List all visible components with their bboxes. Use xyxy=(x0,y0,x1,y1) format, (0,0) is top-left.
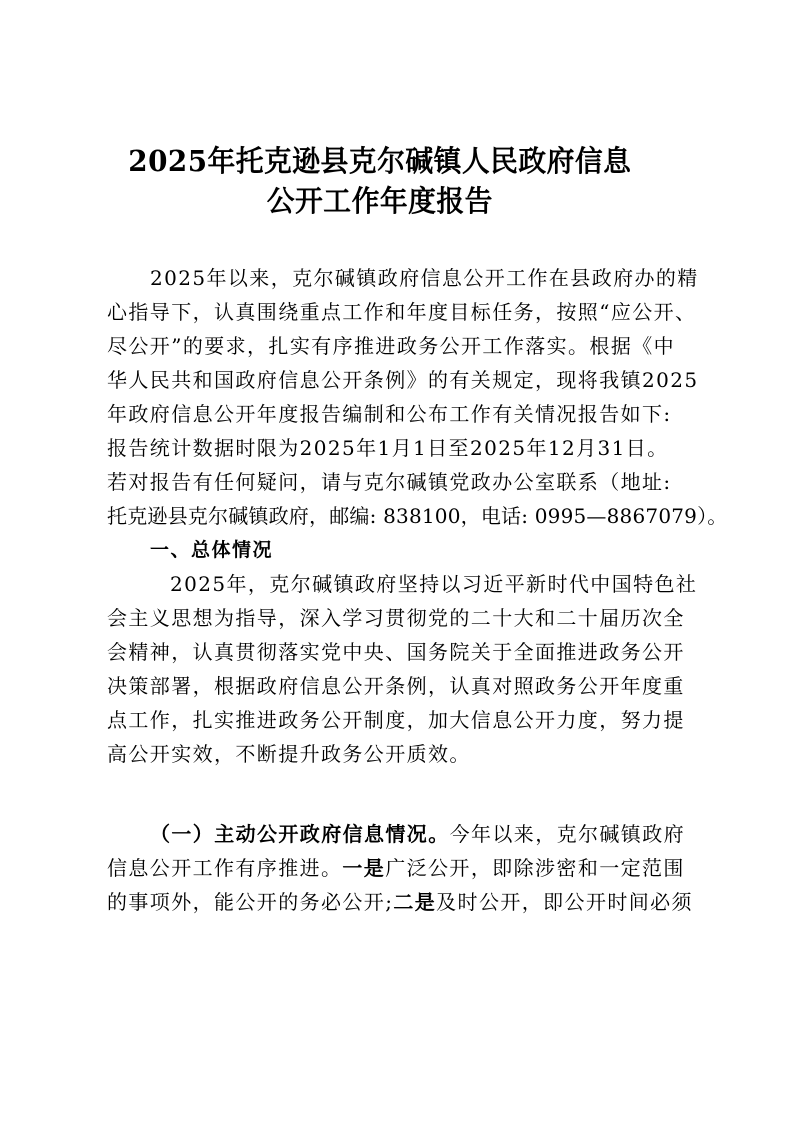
section-paragraph-line: 高公开实效，不断提升政务公开质效。 xyxy=(107,742,471,766)
document-title-line-2: 公开工作年度报告 xyxy=(266,184,493,218)
intro-paragraph-line: 若对报告有任何疑问，请与克尔碱镇党政办公室联系（地址: xyxy=(107,470,672,494)
subsection-text: 的事项外，能公开的务必公开; xyxy=(107,890,394,914)
intro-paragraph-line: 2025年以来，克尔碱镇政府信息公开工作在县政府办的精 xyxy=(150,266,699,290)
subsection-paragraph-line xyxy=(107,853,685,883)
subsection-text: 今年以来，克尔碱镇政府 xyxy=(449,822,686,846)
intro-paragraph-line: 年政府信息公开年度报告编制和公布工作有关情况报告如下: xyxy=(107,402,672,426)
section-paragraph-line: 会主义思想为指导，深入学习贯彻党的二十大和二十届历次全 xyxy=(107,606,685,630)
subsection-heading: （一）主动公开政府信息情况。 xyxy=(150,822,450,846)
intro-paragraph-line: 报告统计数据时限为2025年1月1日至2025年12月31日。 xyxy=(107,436,669,460)
intro-paragraph-line: 尽公开”的要求，扎实有序推进政务公开工作落实。根据《中 xyxy=(107,334,676,358)
section-paragraph-line: 点工作，扎实推进政务公开制度，加大信息公开力度，努力提 xyxy=(107,708,685,732)
intro-paragraph-line: 托克逊县克尔碱镇政府，邮编: 838100，电话: 0995—8867079）。 xyxy=(107,504,728,528)
subsection-text: 及时公开，即公开时间必须 xyxy=(436,890,693,914)
intro-paragraph-line: 华人民共和国政府信息公开条例》的有关规定，现将我镇2025 xyxy=(107,368,699,392)
subsection-text: 广泛公开，即除涉密和一定范围 xyxy=(385,856,685,880)
subsection-paragraph-line xyxy=(107,887,693,917)
point-label: 二是 xyxy=(393,890,437,914)
section-heading-overall: 一、总体情况 xyxy=(150,539,274,561)
document-title-line-1: 2025年托克逊县克尔碱镇人民政府信息 xyxy=(128,144,632,178)
subsection-text: 信息公开工作有序推进。 xyxy=(107,856,343,880)
point-label: 一是 xyxy=(342,856,386,880)
intro-paragraph-line: 心指导下，认真围绕重点工作和年度目标任务，按照“应公开、 xyxy=(107,300,697,324)
section-paragraph-line: 决策部署，根据政府信息公开条例，认真对照政务公开年度重 xyxy=(107,674,685,698)
section-paragraph-line: 2025年，克尔碱镇政府坚持以习近平新时代中国特色社 xyxy=(170,572,698,596)
section-paragraph-line: 会精神，认真贯彻落实党中央、国务院关于全面推进政务公开 xyxy=(107,640,685,664)
subsection-paragraph-line xyxy=(150,819,685,849)
